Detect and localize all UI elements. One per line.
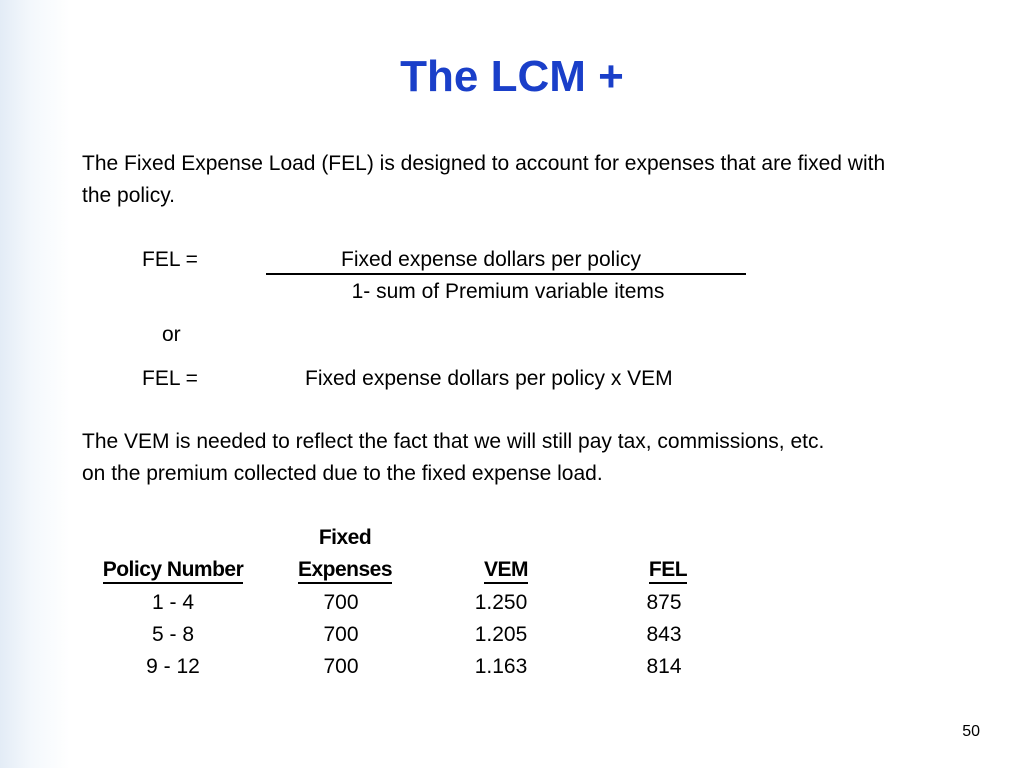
header-vem: VEM: [456, 554, 556, 586]
fraction-bar: [266, 273, 746, 275]
cell-fel: 843: [646, 623, 682, 646]
cell-fel: 875: [646, 591, 682, 614]
page-number: 50: [962, 723, 980, 740]
formula1-lhs: FEL =: [142, 248, 198, 271]
cell-vem: 1.250: [474, 591, 528, 614]
header-policy-number: Policy Number: [92, 554, 254, 586]
cell-vem: 1.163: [474, 655, 528, 678]
formula2-rhs: Fixed expense dollars per policy x VEM: [305, 367, 673, 390]
header-fel: FEL: [618, 554, 718, 586]
intro-line-1: The Fixed Expense Load (FEL) is designed to account for expenses that are fixed with: [82, 152, 886, 175]
formula1-denominator: 1- sum of Premium variable items: [351, 280, 665, 303]
cell-vem: 1.205: [474, 623, 528, 646]
cell-policy: 9 - 12: [146, 655, 200, 678]
slide-title: The LCM +: [400, 52, 624, 101]
cell-fixed: 700: [323, 655, 359, 678]
formula1-numerator: Fixed expense dollars per policy: [341, 248, 641, 271]
cell-policy: 5 - 8: [151, 623, 195, 646]
slide-background-gradient: [0, 0, 70, 768]
header-fixed-top: Fixed: [318, 526, 372, 549]
cell-fel: 814: [646, 655, 682, 678]
intro-line-2: the policy.: [82, 184, 175, 207]
or-text: or: [162, 323, 181, 346]
vem-line-1: The VEM is needed to reflect the fact that we will still pay tax, commissions, etc.: [82, 430, 825, 453]
formula2-lhs: FEL =: [142, 367, 198, 390]
header-fixed-expenses: Expenses: [290, 554, 400, 586]
cell-policy: 1 - 4: [151, 591, 195, 614]
cell-fixed: 700: [323, 591, 359, 614]
vem-line-2: on the premium collected due to the fixed expense load.: [82, 462, 603, 485]
cell-fixed: 700: [323, 623, 359, 646]
